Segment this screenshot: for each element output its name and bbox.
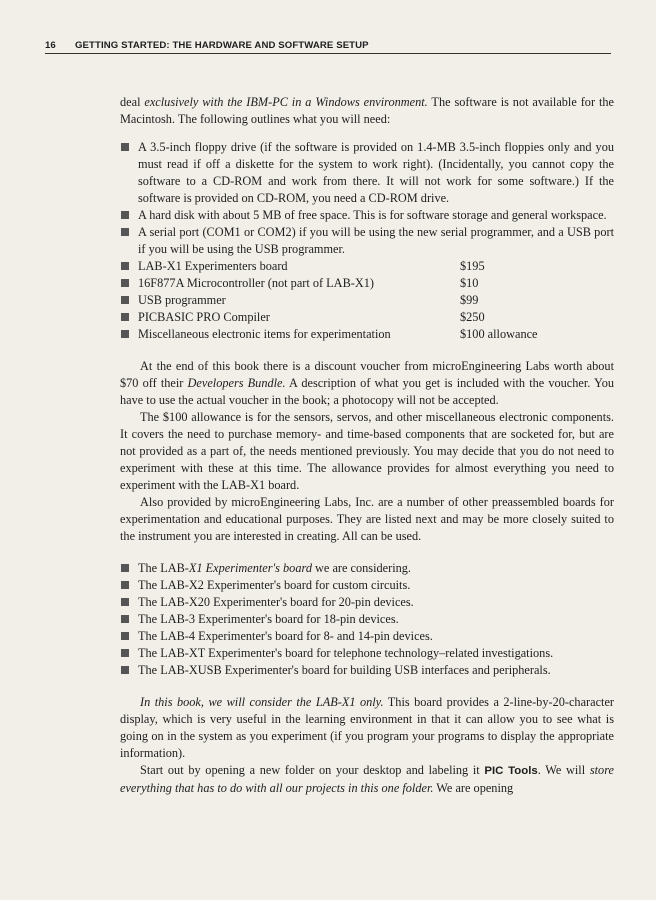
price-value: $10 [460, 276, 479, 290]
list-item: The LAB-X1 Experimenter's board we are considering. [120, 560, 614, 577]
square-bullet-icon [121, 564, 129, 572]
also-paragraph: Also provided by microEngineering Labs, Inc. are a number of other preassembled boards for experimentation and educational purposes. They are listed next and may be more closely suited to the instrument you are interested in creating. All can be used. [120, 495, 614, 543]
running-header [45, 40, 611, 54]
price-row [120, 292, 614, 309]
intro-paragraph: deal exclusively with the IBM-PC in a Windows environment. The software is not available for the Macintosh. The following outlines what you will need: [120, 95, 614, 126]
voucher-paragraph: At the end of this book there is a discount voucher from microEngineering Labs worth about $70 off their Developers Bundle. A description of what you get is included with the voucher. You have to use the actual voucher in the book; a photocopy will not be accepted. [120, 359, 614, 407]
price-item: USB programmer [138, 293, 226, 307]
price-item: Miscellaneous electronic items for experimentation [138, 327, 391, 341]
list-item: The LAB-4 Experimenter's board for 8- and 14-pin devices. [120, 628, 614, 645]
focus-paragraph: In this book, we will consider the LAB-X1 only. This board provides a 2-line-by-20-character display, which is very useful in the learning environment in that it can allow you to see what is going on in the system as you experiment (if you program your programs to display the appropriate information). [120, 695, 615, 760]
list-item: A hard disk with about 5 MB of free space. This is for software storage and general workspace. [120, 207, 614, 224]
square-bullet-icon [121, 632, 129, 640]
price-item: PICBASIC PRO Compiler [138, 310, 270, 324]
price-row [120, 275, 614, 292]
chapter-title: GETTING STARTED: THE HARDWARE AND SOFTWARE SETUP [75, 40, 369, 51]
start-paragraph: Start out by opening a new folder on your desktop and labeling it PIC Tools. We will store everything that has to do with all our projects in this one folder. We are opening [120, 763, 614, 795]
price-value: $99 [460, 293, 479, 307]
square-bullet-icon [121, 598, 129, 606]
price-item: 16F877A Microcontroller (not part of LAB-X1) [138, 276, 374, 290]
list-item: A 3.5-inch floppy drive (if the software is provided on 1.4-MB 3.5-inch floppies only and you must read if off a diskette for the system to work right). (Incidentally, you cannot copy the software to a CD-ROM and work from there. It will not work for some software.) If the software is provided on CD-ROM, you need a CD-ROM drive. [120, 139, 614, 207]
allowance-paragraph: The $100 allowance is for the sensors, servos, and other miscellaneous electronic components. It covers the need to purchase memory- and time-based components that are socketed for, but are not provided as a part of, the needs mentioned previously. You may decide that you do not need to experiment with these at this time. The allowance provides for almost everything you need to experiment with the LAB-X1 board. [120, 410, 614, 492]
square-bullet-icon [121, 649, 129, 657]
price-value: $195 [460, 259, 485, 273]
square-bullet-icon [121, 313, 129, 321]
square-bullet-icon [121, 666, 129, 674]
price-row [120, 309, 614, 326]
list-item: The LAB-X2 Experimenter's board for custom circuits. [120, 577, 614, 594]
price-item: LAB-X1 Experimenters board [138, 259, 288, 273]
boards-list [120, 560, 614, 679]
square-bullet-icon [121, 143, 129, 151]
square-bullet-icon [121, 581, 129, 589]
square-bullet-icon [121, 211, 129, 219]
price-row [120, 326, 614, 343]
list-item: The LAB-X20 Experimenter's board for 20-pin devices. [120, 594, 614, 611]
list-item: The LAB-XT Experimenter's board for telephone technology–related investigations. [120, 645, 614, 662]
page-body [120, 94, 614, 797]
page-number: 16 [45, 40, 56, 51]
price-row [120, 258, 614, 275]
square-bullet-icon [121, 262, 129, 270]
list-item: The LAB-XUSB Experimenter's board for building USB interfaces and peripherals. [120, 662, 614, 679]
price-value: $100 allowance [460, 327, 538, 341]
square-bullet-icon [121, 279, 129, 287]
list-item: The LAB-3 Experimenter's board for 18-pin devices. [120, 611, 614, 628]
square-bullet-icon [121, 615, 129, 623]
square-bullet-icon [121, 330, 129, 338]
square-bullet-icon [121, 228, 129, 236]
requirements-list [120, 139, 614, 343]
price-value: $250 [460, 310, 485, 324]
square-bullet-icon [121, 296, 129, 304]
list-item: A serial port (COM1 or COM2) if you will be using the new serial programmer, and a USB port if you will be using the USB programmer. [120, 224, 614, 258]
